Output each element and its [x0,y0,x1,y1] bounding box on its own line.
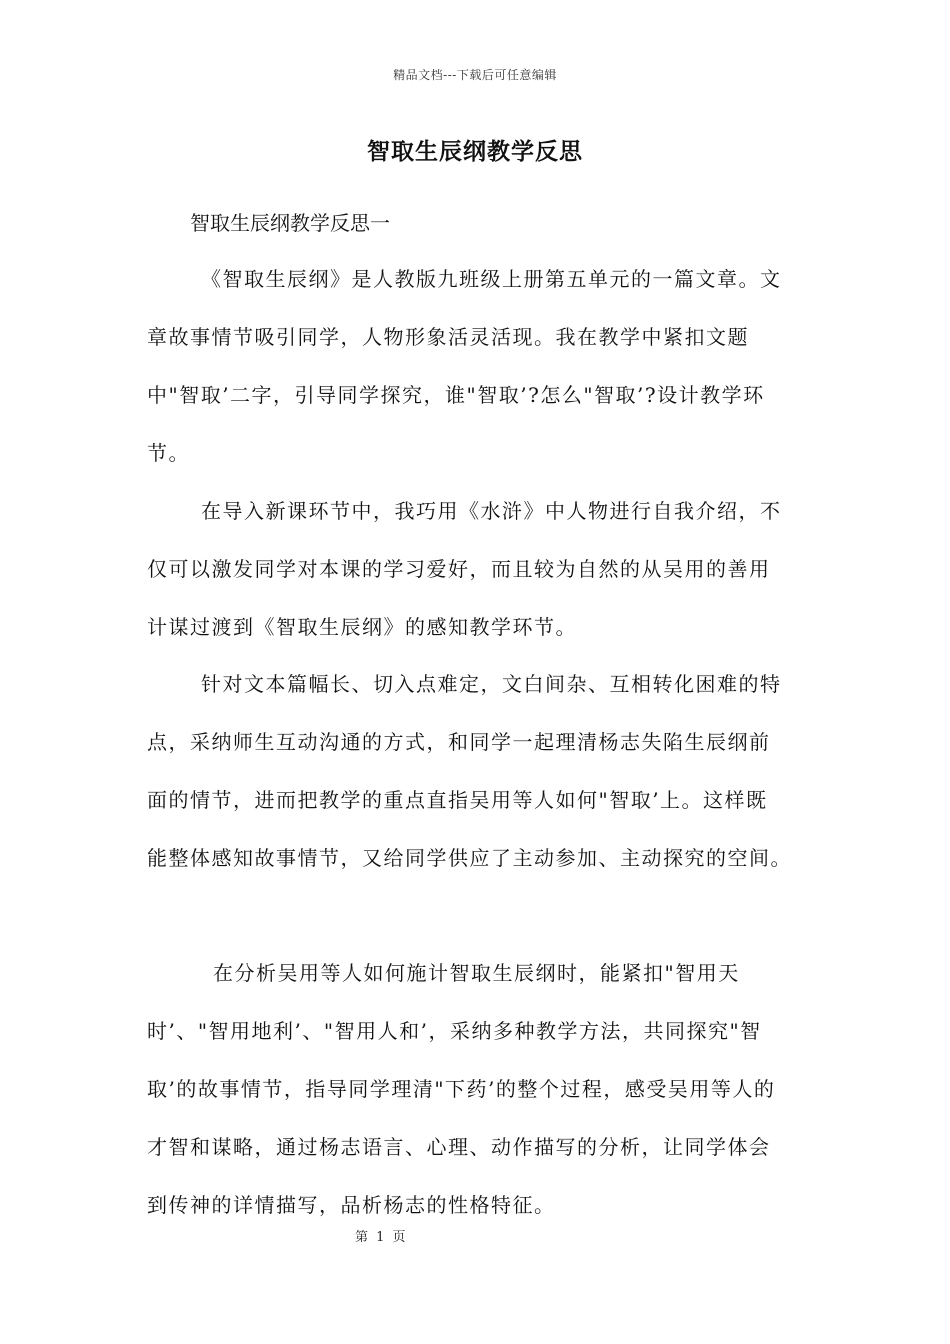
paragraph-3 [147,655,807,887]
page-header: 精品文档---下载后可任意编辑 [393,68,557,82]
section-heading: 智取生辰纲教学反思一 [190,211,390,235]
paragraph-line: 针对文本篇幅长、切入点难定，文白间杂、互相转化困难的特 [201,672,782,696]
paragraph-line: 取’的故事情节，指导同学理清"下药’的整个过程，感受吴用等人的 [147,1077,776,1101]
paragraph-line: 在分析吴用等人如何施计智取生辰纲时，能紧扣"智用天 [213,961,740,985]
paragraph-line: 仅可以激发同学对本课的学习爱好，而且较为自然的从吴用的善用 [147,557,771,581]
paragraph-line: 在导入新课环节中，我巧用《水浒》中人物进行自我介绍，不 [201,499,782,523]
paragraph-line: 到传神的详情描写，品析杨志的性格特征。 [147,1193,556,1217]
paragraph-2 [147,482,807,656]
paragraph-line: 面的情节，进而把教学的重点直指吴用等人如何"智取’上。这样既 [147,788,768,812]
paragraph-line: 时’、"智用地利’、"智用人和’，采纳多种教学方法，共同探究"智 [147,1019,762,1043]
page-number: 第 1 页 [355,1230,408,1245]
paragraph-line: 点，采纳师生互动沟通的方式，和同学一起理清杨志失陷生辰纲前 [147,730,771,754]
paragraph-line: 中"智取’二字，引导同学探究，谁"智取’?怎么"智取’?设计教学环 [147,383,765,407]
paragraph-line: 才智和谋略，通过杨志语言、心理、动作描写的分析，让同学体会 [147,1135,771,1159]
paragraph-4 [147,944,807,1234]
document-title: 智取生辰纲教学反思 [367,138,583,165]
paragraph-line: 节。 [147,441,190,465]
paragraph-line: 《智取生辰纲》是人教版九班级上册第五单元的一篇文章。文 [201,267,782,291]
paragraph-1 [147,250,807,482]
paragraph-line: 能整体感知故事情节，又给同学供应了主动参加、主动探究的空间。 [147,846,792,870]
paragraph-line: 计谋过渡到《智取生辰纲》的感知教学环节。 [147,615,577,639]
paragraph-line: 章故事情节吸引同学，人物形象活灵活现。我在教学中紧扣文题 [147,325,749,349]
